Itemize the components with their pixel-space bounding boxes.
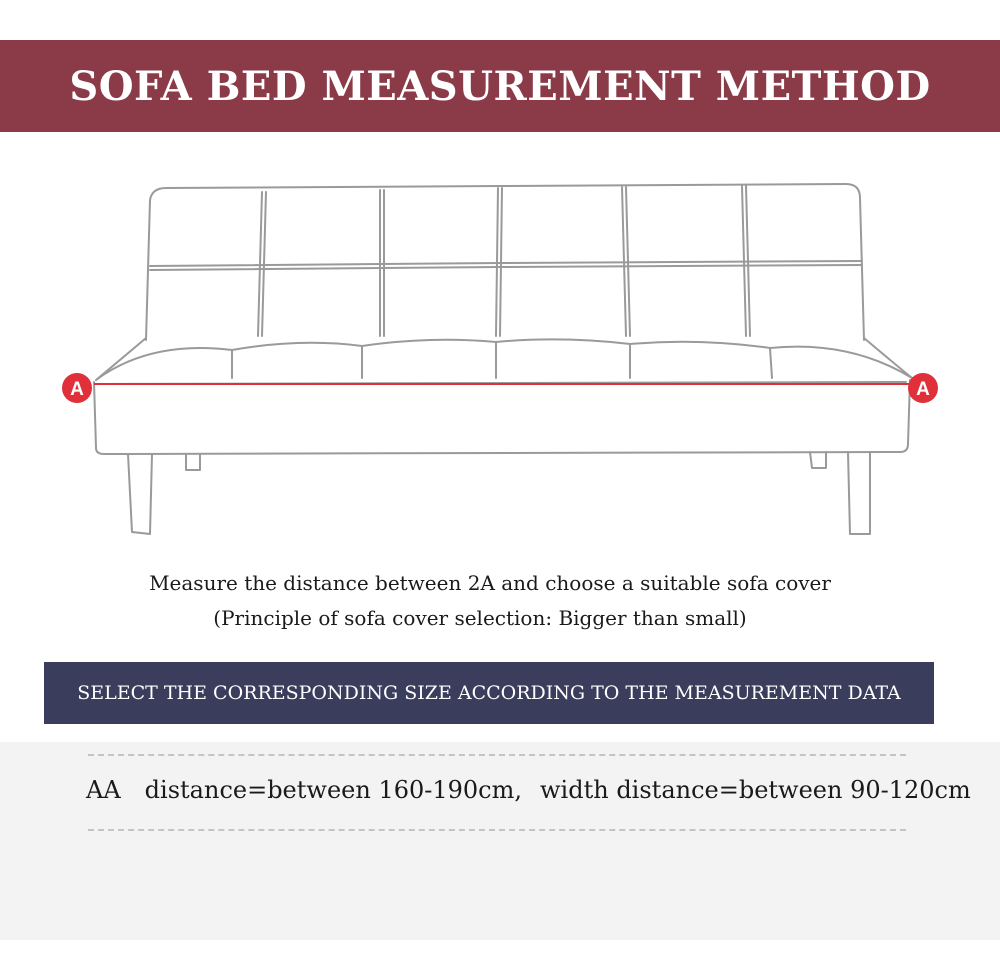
sofa-base: [94, 380, 910, 454]
size-banner-text: SELECT THE CORRESPONDING SIZE ACCORDING TO THE MEASUREMENT DATA: [77, 682, 901, 704]
header-banner: [0, 40, 1000, 132]
instruction-line-2: (Principle of sofa cover selection: Bigger than small): [213, 606, 747, 630]
size-width: width distance=between 90-120cm: [540, 776, 971, 804]
marker-right-label: A: [916, 379, 930, 400]
left-leg: [128, 454, 152, 534]
size-range: distance=between 160-190cm,: [144, 776, 522, 804]
size-row: [86, 776, 971, 804]
sofa-illustration: [0, 170, 1000, 550]
marker-a-left-icon: [62, 373, 92, 403]
marker-left-label: A: [70, 379, 84, 400]
divider-top: [88, 754, 906, 756]
page-title: SOFA BED MEASUREMENT METHOD: [69, 62, 931, 110]
sofa-bed-drawing: [0, 170, 1000, 550]
instruction-line-1: Measure the distance between 2A and choose a suitable sofa cover: [149, 571, 831, 595]
divider-bottom: [88, 829, 906, 831]
size-selection-banner: [44, 662, 934, 724]
marker-a-right-icon: [908, 373, 938, 403]
size-info-panel: [0, 742, 1000, 940]
size-label: AA: [86, 776, 121, 804]
right-leg: [848, 452, 870, 534]
